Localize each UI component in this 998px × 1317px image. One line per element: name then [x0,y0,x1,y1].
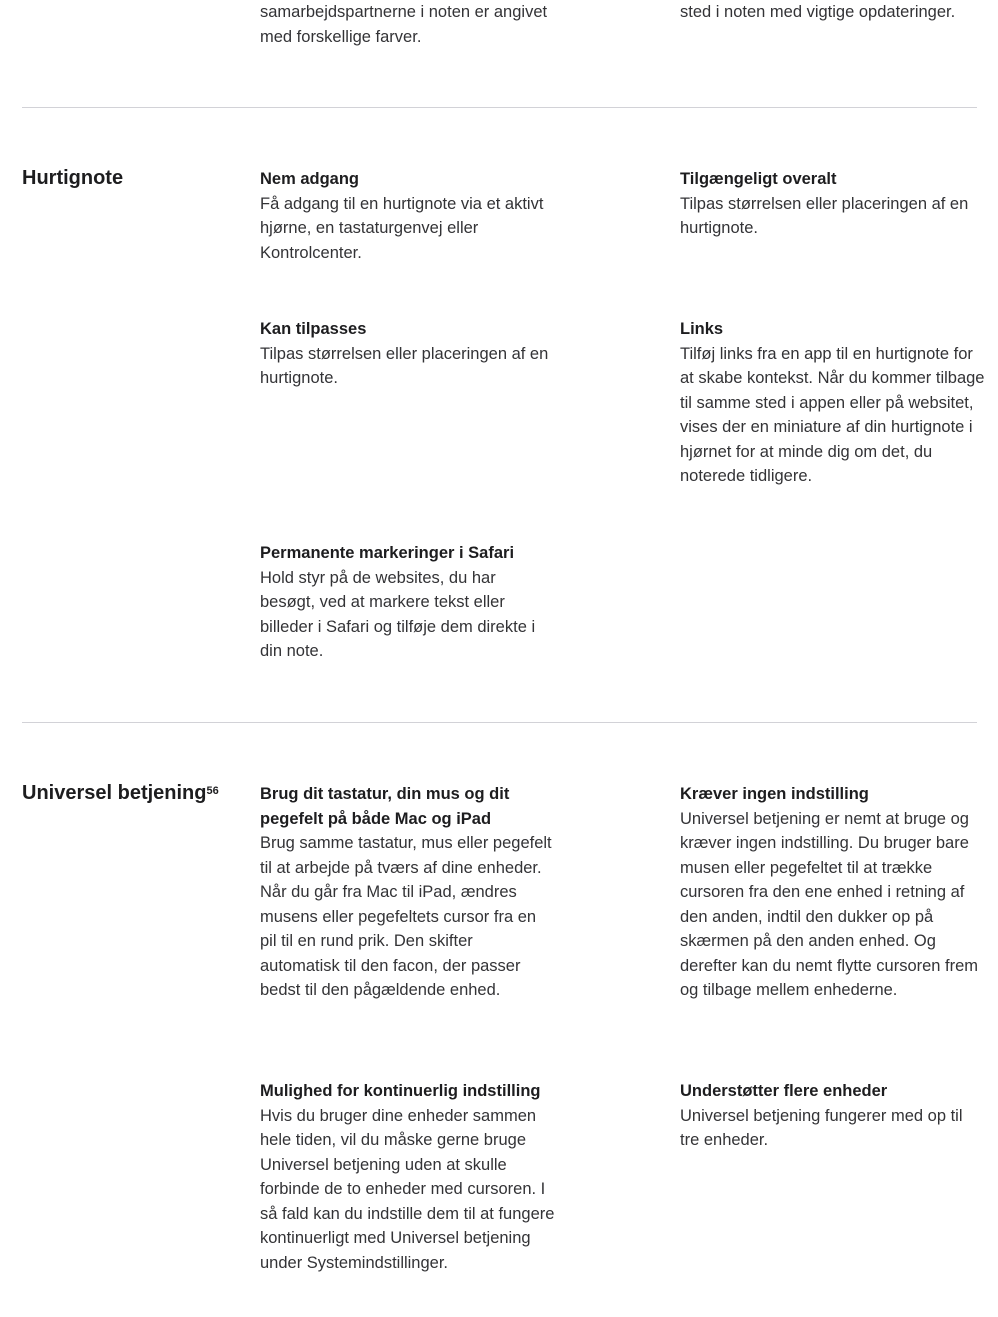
feature-permanente-markeringer [260,541,550,664]
section-title-universel-betjening [22,779,219,807]
feature-body: Hold styr på de websites, du har besøgt, ved at markere tekst eller billeder i Safari og tilføje dem direkte i din note. [260,568,536,660]
top-left-fragment [260,0,565,49]
feature-title: Mulighed for kontinuerlig indstilling [260,1082,541,1100]
feature-kontinuerlig-indstilling [260,1079,558,1275]
feature-title: Links [680,320,724,338]
feature-title: Permanente markeringer i Safari [260,544,515,562]
feature-body: Universel betjening fungerer med op til tre enheder. [680,1106,963,1149]
feature-links [680,317,985,489]
feature-body: Tilpas størrelsen eller placeringen af en hurtignote. [260,344,549,387]
feature-title: Understøtter flere enheder [680,1082,888,1100]
section-divider [22,107,977,108]
feature-title: Nem adgang [260,170,360,188]
feature-body: Hvis du bruger dine enheder sammen hele tiden, vil du måske gerne bruge Universel betjening uden at skulle forbinde de to enheder med cursoren. I så fald kan du indstille dem til at fungere kontinuerligt med Universel betjening under Systemindstillinger. [260,1106,555,1272]
fragment-text: sted i noten med vigtige opdateringer. [680,3,956,21]
feature-body: Tilføj links fra en app til en hurtignote for at skabe kontekst. Når du kommer tilbage til samme sted i appen eller på websitet, vises der en miniature af din hurtignote i hjørnet for at minde dig om det, du noterede tidligere. [680,344,985,485]
feature-title: Brug dit tastatur, din mus og dit pegefelt på både Mac og iPad [260,785,510,828]
feature-body: Få adgang til en hurtignote via et aktivt hjørne, en tastaturgenvej eller Kontrolcenter. [260,194,544,262]
fragment-text: samarbejdspartnerne i noten er angivet med forskellige farver. [260,3,548,46]
feature-flere-enheder [680,1079,985,1153]
feature-kraever-ingen-indstilling [680,782,985,1003]
section-title-text: Universel betjening [22,782,207,804]
feature-title: Tilgængeligt overalt [680,170,837,188]
feature-nem-adgang [260,167,560,265]
feature-body: Universel betjening er nemt at bruge og kræver ingen indstilling. Du bruger bare musen eller pegefeltet til at trække cursoren fra den ene enhed i retning af den anden, indtil den dukker op på skærmen på den anden enhed. Og derefter kan du nemt flytte cursoren frem og tilbage mellem enhederne. [680,809,979,999]
feature-title: Kræver ingen indstilling [680,785,869,803]
top-right-fragment [680,0,985,25]
feature-kan-tilpasses [260,317,560,391]
section-divider [22,722,977,723]
feature-body: Tilpas størrelsen eller placeringen af en hurtignote. [680,194,969,237]
feature-title: Kan tilpasses [260,320,367,338]
section-title-hurtignote: Hurtignote [22,167,124,189]
footnote-marker[interactable]: 56 [206,785,219,797]
feature-tastatur-mus-pegefelt [260,782,555,1003]
feature-tilgaengeligt-overalt [680,167,985,241]
feature-body: Brug samme tastatur, mus eller pegefelt til at arbejde på tværs af dine enheder. Når du går fra Mac til iPad, ændres musens eller pegefeltets cursor fra en pil til en rund prik. Den skifter automatisk til den facon, der passer bedst til den pågældende enhed. [260,834,552,999]
